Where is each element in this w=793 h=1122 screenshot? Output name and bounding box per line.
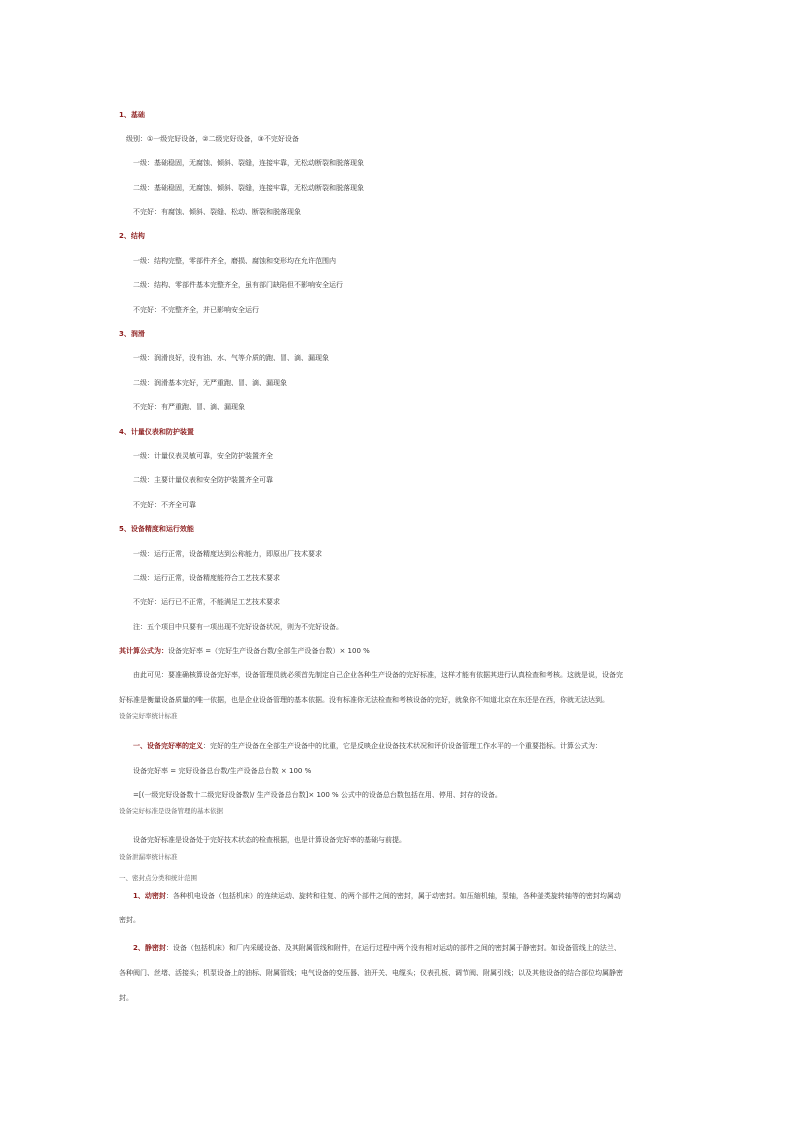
section-1-item: 二级：基础稳固，无腐蚀、倾斜、裂缝，连接牢靠，无松动断裂和脱落现象 (133, 184, 364, 192)
section-5-item: 二级：运行正常，设备精度能符合工艺技术要求 (133, 574, 280, 582)
section-5-title: 5、设备精度和运行效能 (119, 525, 194, 533)
definition-formula-2: =[(一级完好设备数十二级完好设备数)/ 生产设备总台数]× 100 % 公式中的设备总台数包括在用、停用、封存的设备。 (133, 791, 502, 799)
section-2-title: 2、结构 (119, 232, 145, 240)
heading-leak-stats: 设备泄漏率统计标准 (119, 853, 178, 861)
section-1-title: 1、基础 (119, 111, 145, 119)
section-1-item: 一级：基础稳固，无腐蚀、倾斜、裂缝，连接牢靠，无松动断裂和脱落现象 (133, 159, 364, 167)
section-3-item: 二级：润滑基本完好，无严重跑、冒、滴、漏现象 (133, 379, 287, 387)
section-4-item: 二级：主要计量仪表和安全防护装置齐全可靠 (133, 476, 273, 484)
formula-label: 其计算公式为： (119, 647, 168, 655)
section-5-item: 不完好：运行已不正常，不能满足工艺技术要求 (133, 598, 280, 606)
heading-completeness-stats: 设备完好率统计标准 (119, 712, 178, 720)
seal-2-line-3: 封。 (119, 994, 133, 1002)
formula-line (119, 646, 370, 656)
seal-2-label: 2、静密封 (133, 944, 166, 952)
section-4-item: 不完好：不齐全可靠 (133, 501, 196, 509)
paragraph-1-line-1: 由此可见：要准确核算设备完好率，设备管理员就必须首先制定自己企业各种生产设备的完好标准，这样才能有依据其进行认真检查和考核。这就是说，设备完 (133, 671, 623, 679)
heading-seal-classification: 一、密封点分类和统计范围 (119, 874, 197, 882)
seal-1-label: 1、动密封 (133, 892, 166, 900)
definition-text: ：完好的生产设备在全部生产设备中的比重，它是反映企业设备技术状况和评价设备管理工作水平的一个重要指标。计算公式为： (203, 742, 602, 750)
definition-line (133, 741, 602, 751)
paragraph-1-line-2: 好标准是衡量设备质量的唯一依据，也是企业设备管理的基本依据。没有标准你无法检查和考核设备的完好，就象你不知道北京在东还是在西，你就无法达到。 (119, 696, 609, 704)
heading-basis: 设备完好标准是设备管理的基本依据 (119, 807, 223, 815)
section-3-title: 3、润滑 (119, 330, 145, 338)
levels-label: 级别：①一级完好设备，②二级完好设备，③不完好设备 (126, 135, 299, 143)
seal-2-text: ：设备（包括机床）和厂内采暖设备、及其附属管线和附件，在运行过程中两个没有相对运动的部件之间的密封属于静密封。如设备管线上的法兰、 (165, 944, 621, 952)
section-2-item: 二级：结构、零部件基本完整齐全，虽有部门缺陷但不影响安全运行 (133, 281, 343, 289)
section-5-item: 一级：运行正常，设备精度达到公称能力，即原出厂技术要求 (133, 550, 322, 558)
section-2-item: 不完好：不完整齐全，并已影响安全运行 (133, 306, 259, 314)
section-3-item: 一级：润滑良好，没有油、水、气等介质的跑、冒、滴、漏现象 (133, 354, 329, 362)
seal-1-text: ：各种机电设备（包括机床）的连续运动、旋转和往复、的两个部件之间的密封，属于动密封。如压缩机轴，泵轴，各种釜类旋转轴等的密封均属动 (165, 892, 621, 900)
section-3-item: 不完好：有严重跑、冒、滴、漏现象 (133, 403, 245, 411)
definition-formula-1: 设备完好率 = 完好设备总台数/生产设备总台数 × 100 % (133, 767, 312, 775)
section-4-item: 一级：计量仪表灵敏可靠，安全防护装置齐全 (133, 452, 273, 460)
paragraph-2: 设备完好标准是设备处于完好技术状态的检查根据，也是计算设备完好率的基础与前提。 (133, 836, 406, 844)
definition-label: 一、设备完好率的定义 (133, 742, 203, 750)
formula-text: 设备完好率 =（完好生产设备台数/全部生产设备台数）× 100 % (168, 647, 370, 655)
section-1-item: 不完好：有腐蚀、倾斜、裂缝、松动、断裂和脱落现象 (133, 208, 301, 216)
seal-2-line-2: 各种阀门、丝堵、活接头；机泵设备上的油标、附属管线；电气设备的变压器、油开关、电缆头；仪表孔板、调节阀、附属引线；以及其他设备的结合部位均属静密 (119, 969, 623, 977)
note: 注：五个项目中只要有一项出现不完好设备状况，则为不完好设备。 (133, 623, 343, 631)
seal-1-line-2: 密封。 (119, 916, 140, 924)
section-2-item: 一级：结构完整，零部件齐全，磨损、腐蚀和变形均在允许范围内 (133, 257, 336, 265)
seal-2-line-1 (133, 943, 621, 953)
section-4-title: 4、计量仪表和防护装置 (119, 428, 194, 436)
seal-1-line-1 (133, 891, 621, 901)
